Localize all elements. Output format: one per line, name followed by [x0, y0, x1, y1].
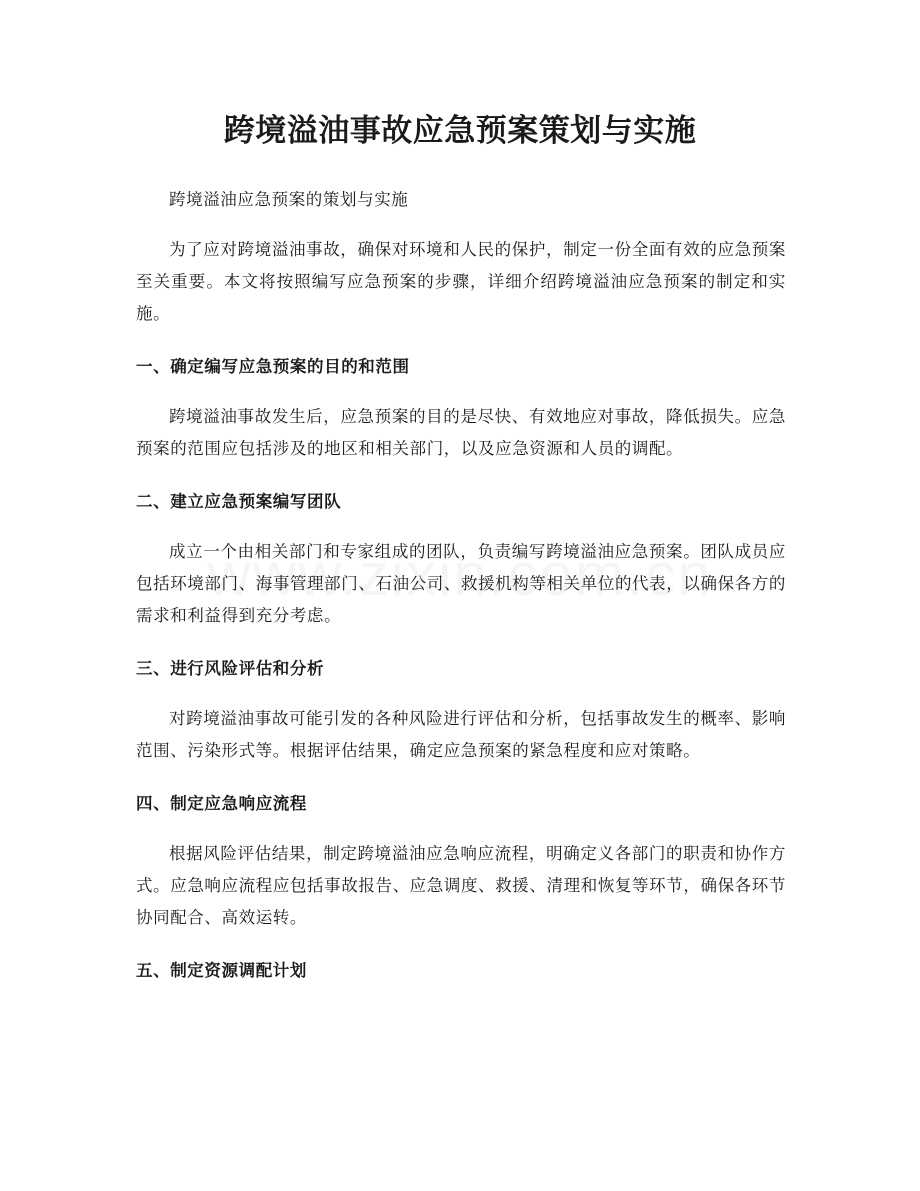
section-5: [136, 955, 786, 987]
section-heading: 四、制定应急响应流程: [136, 794, 307, 813]
section-2: [136, 486, 786, 632]
section-heading: 二、建立应急预案编写团队: [136, 492, 342, 511]
section-3: [136, 653, 786, 767]
section-paragraph: 跨境溢油事故发生后，应急预案的目的是尽快、有效地应对事故，降低损失。应急预案的范围应包括涉及的地区和相关部门，以及应急资源和人员的调配。: [136, 407, 786, 458]
section-paragraph: 对跨境溢油事故可能引发的各种风险进行评估和分析，包括事故发生的概率、影响范围、污染形式等。根据评估结果，确定应急预案的紧急程度和应对策略。: [136, 709, 786, 760]
section-heading: 一、确定编写应急预案的目的和范围: [136, 357, 410, 376]
section-1: [136, 351, 786, 465]
section-paragraph: 根据风险评估结果，制定跨境溢油应急响应流程，明确定义各部门的职责和协作方式。应急响应流程应包括事故报告、应急调度、救援、清理和恢复等环节，确保各环节协同配合、高效运转。: [136, 844, 786, 927]
section-paragraph: 成立一个由相关部门和专家组成的团队，负责编写跨境溢油应急预案。团队成员应包括环境部门、海事管理部门、石油公司、救援机构等相关单位的代表，以确保各方的需求和利益得到充分考虑。: [136, 542, 786, 625]
section-heading: 三、进行风险评估和分析: [136, 659, 325, 678]
section-heading: 五、制定资源调配计划: [136, 961, 307, 980]
document-title: 跨境溢油事故应急预案策划与实施: [223, 113, 697, 149]
section-4: [136, 788, 786, 934]
intro-paragraph: 为了应对跨境溢油事故，确保对环境和人民的保护，制定一份全面有效的应急预案至关重要。本文将按照编写应急预案的步骤，详细介绍跨境溢油应急预案的制定和实施。: [136, 240, 786, 323]
document-body: [136, 184, 786, 1005]
document-subtitle: 跨境溢油应急预案的策划与实施: [169, 190, 409, 209]
